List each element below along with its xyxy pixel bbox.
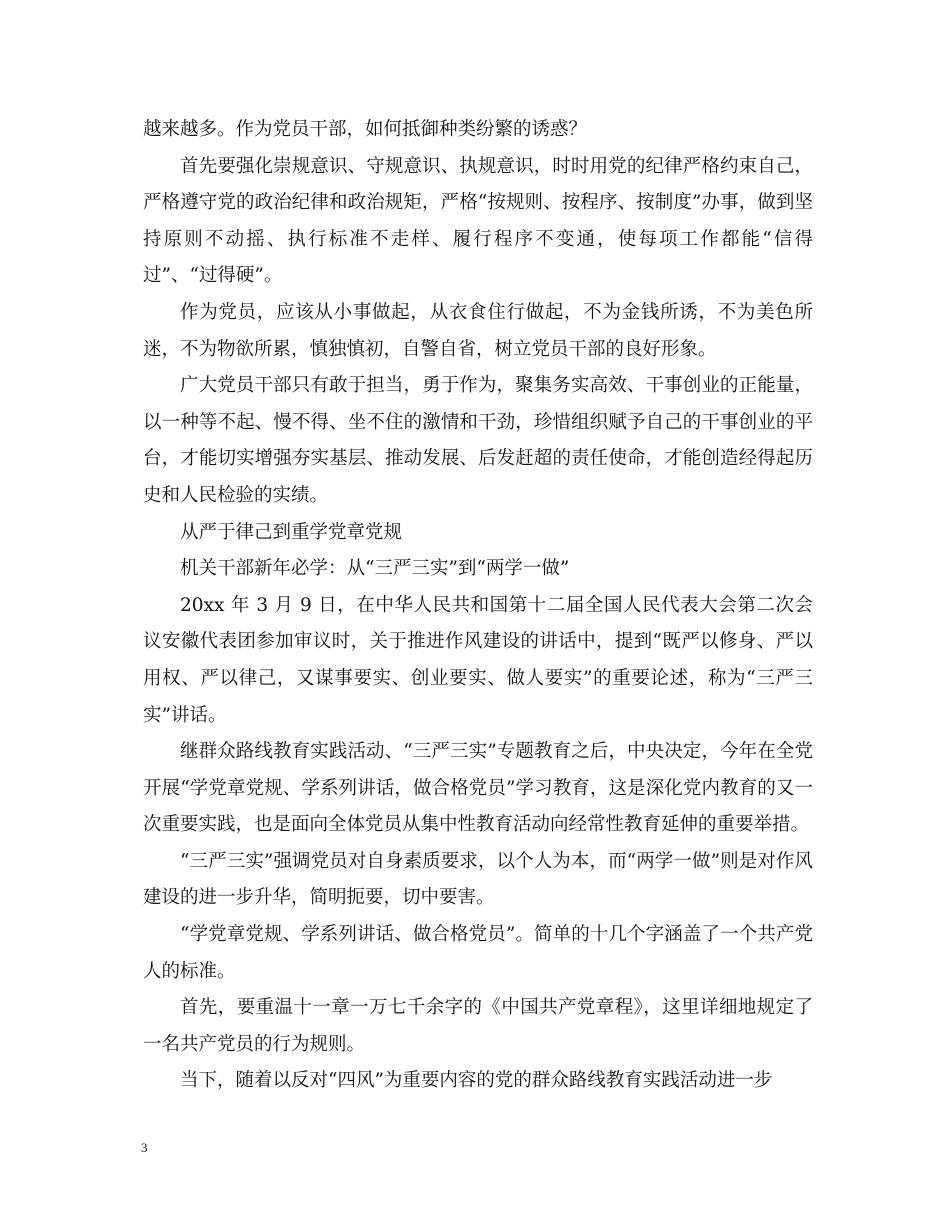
paragraph-2: 首先要强化崇规意识、守规意识、执规意识，时时用党的纪律严格约束自己，严格遵守党的政治纪律和政治规矩，严格“按规则、按程序、按制度”办事，做到坚持原则不动摇、执行标准不走样、履行程序不变通，使每项工作都能“信得过”、“过得硬”。 — [143, 155, 813, 287]
paragraph-1: 越来越多。作为党员干部，如何抵御种类纷繁的诱惑？ — [143, 119, 588, 140]
paragraph-4: 广大党员干部只有敢于担当，勇于作为，聚集务实高效、干事创业的正能量，以一种等不起、慢不得、坐不住的激情和干劲，珍惜组织赋予自己的干事创业的平台，才能切实增强夯实基层、推动发展、后发赶超的责任使命，才能创造经得起历史和人民检验的实绩。 — [143, 375, 813, 506]
paragraph-7: “三严三实”强调党员对自身素质要求，以个人为本，而“两学一做”则是对作风建设的进一步升华，简明扼要，切中要害。 — [143, 850, 813, 909]
document-body — [143, 112, 813, 1100]
paragraph-9: 首先，要重温十一章一万七千余字的《中国共产党章程》，这里详细地规定了一名共产党员的行为规则。 — [143, 997, 813, 1055]
section-heading-2: 机关干部新年必学：从“三严三实”到“两学一做” — [180, 558, 570, 580]
paragraph-6: 继群众路线教育实践活动、“三严三实”专题教育之后，中央决定，今年在全党开展“学党章党规、学系列讲话，做合格党员”学习教育，这是深化党内教育的又一次重要实践，也是面向全体党员从集中性教育活动向经常性教育延伸的重要举措。 — [143, 741, 813, 836]
section-heading-1: 从严于律己到重学党章党规 — [180, 521, 403, 543]
paragraph-10: 当下，随着以反对“四风”为重要内容的党的群众路线教育实践活动进一步 — [180, 1070, 773, 1092]
paragraph-3: 作为党员，应该从小事做起，从衣食住行做起，不为金钱所诱，不为美色所迷，不为物欲所累，慎独慎初，自警自省，树立党员干部的良好形象。 — [143, 301, 813, 360]
paragraph-8: “学党章党规、学系列讲话、做合格党员”。简单的十几个字涵盖了一个共产党人的标准。 — [143, 924, 813, 982]
page-number: 3 — [141, 1140, 148, 1155]
paragraph-5: 20xx 年 3 月 9 日，在中华人民共和国第十二届全国人民代表大会第二次会议安徽代表团参加审议时，关于推进作风建设的讲话中，提到“既严以修身、严以用权、严以律己，又谋事要实、创业要实、做人要实”的重要论述，称为“三严三实”讲话。 — [143, 594, 813, 726]
